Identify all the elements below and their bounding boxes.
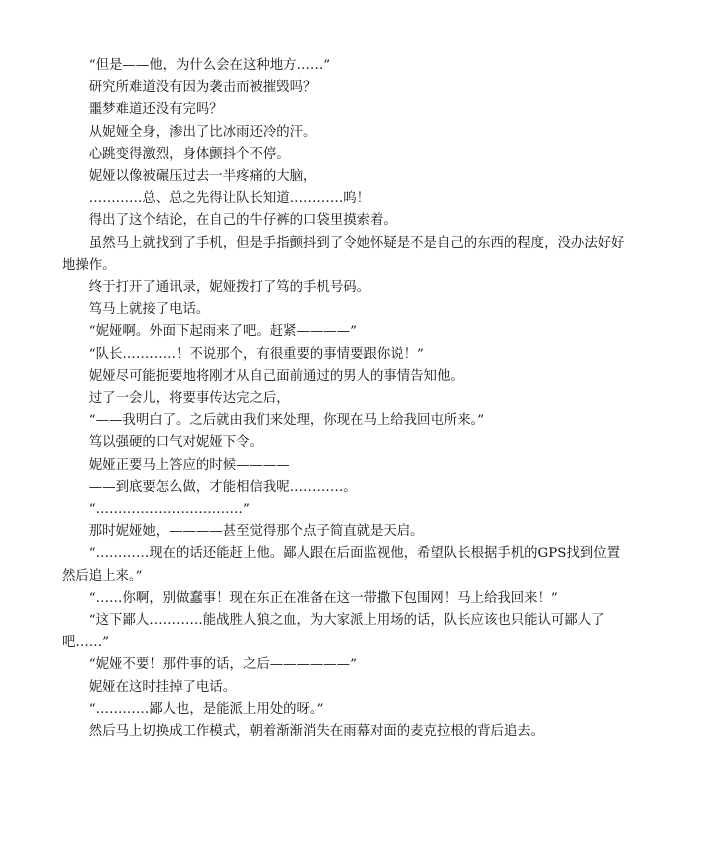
paragraph: 妮娅正要马上答应的时候———— (88, 457, 290, 473)
paragraph: 妮娅在这时挂掉了电话。 (88, 679, 237, 695)
paragraph: 过了一会儿，将要事传达完之后， (88, 391, 290, 407)
paragraph: 研究所难道没有因为袭击而被摧毁吗？ (88, 80, 317, 96)
paragraph: “这下鄙人…………能战胜人狼之血，为大家派上用场的话，队长应该也只能认可鄙人了吧……” (62, 613, 605, 651)
paragraph: 那时妮娅她，————甚至觉得那个点子简直就是天启。 (88, 524, 424, 540)
paragraph: 虽然马上就找到了手机，但是手指颤抖到了令她怀疑是不是自己的东西的程度，没办法好好地操作。 (62, 235, 625, 273)
paragraph: 笃以强硬的口气对妮娅下令。 (88, 435, 263, 451)
paragraph: “妮娅不要！那件事的话，之后——————” (88, 657, 357, 673)
paragraph: 终于打开了通讯录，妮娅拨打了笃的手机号码。 (88, 280, 370, 296)
paragraph: …………总、总之先得让队长知道…………呜！ (88, 191, 370, 207)
paragraph: “……………………………” (88, 502, 250, 518)
paragraph: 从妮娅全身，渗出了比冰雨还冷的汗。 (88, 124, 317, 140)
paragraph: 得出了这个结论，在自己的牛仔裤的口袋里摸索着。 (88, 213, 397, 229)
paragraph: 妮娅以像被碾压过去一半疼痛的大脑， (88, 169, 317, 185)
paragraph: “…………现在的话还能赶上他。鄙人跟在后面监视他，希望队长根据手机的GPS找到位置然后追上来。” (62, 546, 620, 584)
document-body (62, 55, 626, 743)
paragraph: “队长…………！不说那个，有很重要的事情要跟你说！” (88, 346, 424, 362)
paragraph: “但是——他，为什么会在这种地方……” (88, 58, 331, 73)
paragraph: “…………鄙人也，是能派上用处的呀。” (88, 701, 324, 717)
paragraph: “妮娅啊。外面下起雨来了吧。赶紧————” (88, 324, 357, 340)
paragraph: 噩梦难道还没有完吗？ (88, 102, 223, 118)
paragraph: “——我明白了。之后就由我们来处理，你现在马上给我回屯所来。” (88, 413, 485, 429)
paragraph: 妮娅尽可能扼要地将刚才从自己面前通过的男人的事情告知他。 (88, 368, 464, 384)
paragraph: 然后马上切换成工作模式，朝着渐渐消失在雨幕对面的麦克拉根的背后追去。 (88, 724, 545, 740)
paragraph: 笃马上就接了电话。 (88, 302, 210, 318)
paragraph: 心跳变得激烈，身体颤抖个不停。 (88, 146, 290, 162)
paragraph: ——到底要怎么做，才能相信我呢…………。 (88, 479, 357, 495)
paragraph: “……你啊，别做蠢事！现在东正在准备在这一带撒下包围网！马上给我回来！” (88, 590, 558, 606)
